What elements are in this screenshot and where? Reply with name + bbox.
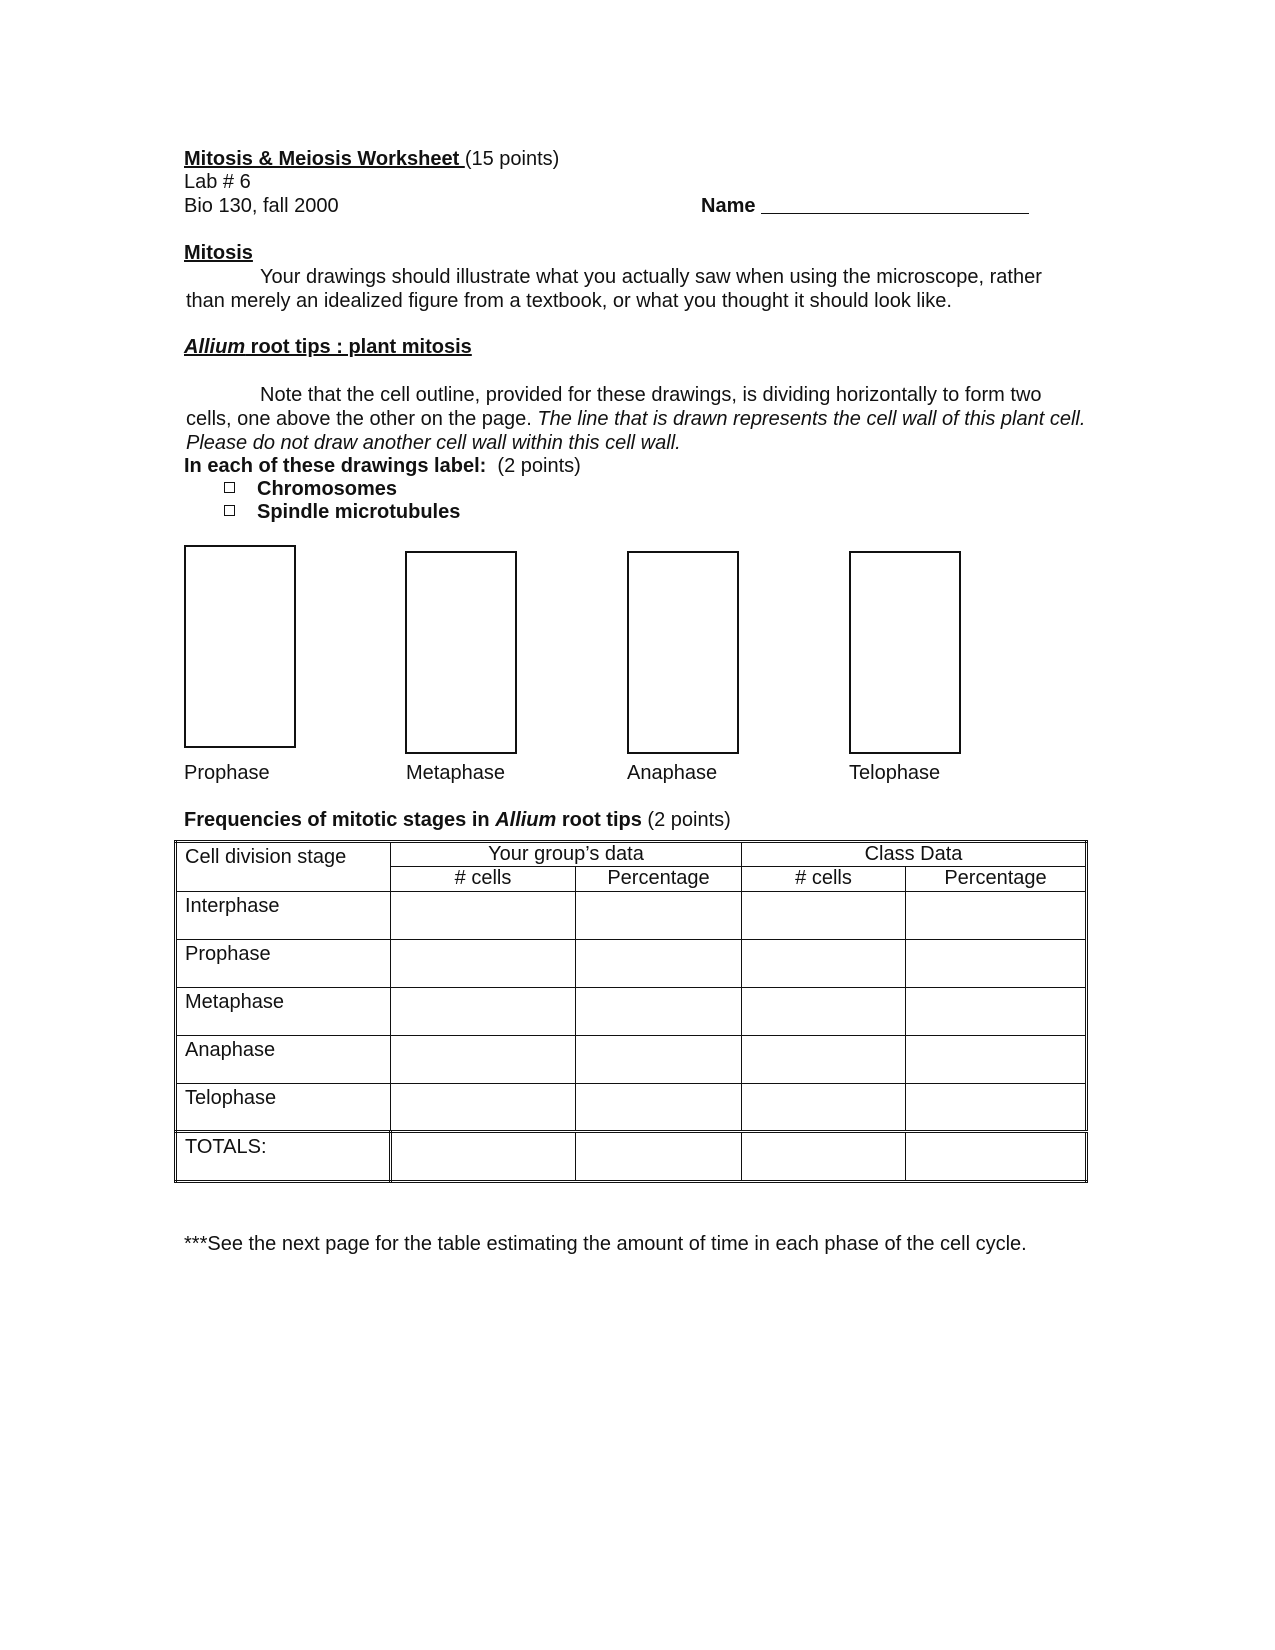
telophase-label: Telophase (849, 762, 941, 784)
allium-heading (184, 336, 472, 359)
input-cell[interactable] (742, 988, 906, 1036)
input-cell[interactable] (906, 1036, 1087, 1084)
header-group-data: Your group’s data (391, 842, 742, 867)
input-cell[interactable] (576, 892, 742, 940)
input-cell[interactable] (906, 1132, 1087, 1182)
input-cell[interactable] (742, 940, 906, 988)
mitosis-intro: Your drawings should illustrate what you actually saw when using the microscope, rather than merely an idealized figure from a textbook, or what you thought it should look like. (186, 266, 1042, 312)
checkbox-icon (224, 482, 235, 493)
name-field[interactable] (701, 195, 1029, 218)
frequency-table-title (184, 809, 731, 832)
input-cell[interactable] (742, 1036, 906, 1084)
table-row (176, 1036, 1087, 1084)
label-instruction (184, 455, 581, 478)
footer-note: ***See the next page for the table estimating the amount of time in each phase of the cell cycle. (184, 1233, 1027, 1255)
table-row (176, 892, 1087, 940)
frequency-table (174, 840, 1088, 1183)
mitosis-heading: Mitosis (184, 242, 253, 264)
anaphase-drawing-box[interactable] (627, 551, 739, 754)
input-cell[interactable] (576, 940, 742, 988)
subheader-class-percentage: Percentage (906, 867, 1087, 892)
input-cell[interactable] (906, 940, 1087, 988)
name-label: Name (701, 195, 756, 217)
input-cell[interactable] (391, 940, 576, 988)
subheader-class-cells: # cells (742, 867, 906, 892)
title-points: (15 points) (464, 148, 560, 170)
label-item-chromosomes (224, 478, 397, 501)
row-label-totals: TOTALS: (176, 1132, 391, 1182)
input-cell[interactable] (391, 988, 576, 1036)
input-cell[interactable] (391, 892, 576, 940)
title-text: Mitosis & Meiosis Worksheet (184, 148, 465, 170)
header-class-data: Class Data (742, 842, 1087, 867)
row-label-anaphase: Anaphase (176, 1036, 391, 1084)
row-label-interphase: Interphase (176, 892, 391, 940)
freq-title-part1: Frequencies of mitotic stages in (184, 809, 496, 831)
allium-heading-italic: Allium (184, 336, 246, 358)
course-info: Bio 130, fall 2000 (184, 195, 339, 217)
lab-number: Lab # 6 (184, 171, 251, 193)
row-label-prophase: Prophase (176, 940, 391, 988)
row-label-metaphase: Metaphase (176, 988, 391, 1036)
input-cell[interactable] (391, 1084, 576, 1132)
freq-title-points: (2 points) (647, 809, 731, 831)
input-cell[interactable] (742, 892, 906, 940)
metaphase-label: Metaphase (406, 762, 505, 784)
worksheet-title (184, 148, 559, 171)
input-cell[interactable] (906, 1084, 1087, 1132)
label-item-text: Spindle microtubules (257, 501, 461, 523)
input-cell[interactable] (742, 1084, 906, 1132)
table-row (176, 1084, 1087, 1132)
label-item-spindle (224, 501, 460, 524)
table-row-totals (176, 1132, 1087, 1182)
input-cell[interactable] (576, 1036, 742, 1084)
allium-heading-rest: root tips : plant mitosis (245, 336, 472, 358)
input-cell[interactable] (576, 1132, 742, 1182)
table-row (176, 940, 1087, 988)
input-cell[interactable] (576, 1084, 742, 1132)
prophase-label: Prophase (184, 762, 270, 784)
telophase-drawing-box[interactable] (849, 551, 961, 754)
label-item-text: Chromosomes (257, 478, 398, 500)
allium-note (186, 383, 1086, 455)
prophase-drawing-box[interactable] (184, 545, 296, 748)
header-cell-stage: Cell division stage (176, 842, 391, 892)
allium-note-plain: Note that the cell outline, provided for these drawings, is dividing horizontally to form two cells, one above the other on the page. (186, 384, 1042, 430)
anaphase-label: Anaphase (627, 762, 718, 784)
input-cell[interactable] (576, 988, 742, 1036)
name-blank-line[interactable] (761, 195, 1029, 214)
input-cell[interactable] (906, 988, 1087, 1036)
input-cell[interactable] (742, 1132, 906, 1182)
subheader-group-cells: # cells (391, 867, 576, 892)
label-instruction-points: (2 points) (497, 455, 581, 477)
table-row (176, 988, 1087, 1036)
checkbox-icon (224, 505, 235, 516)
subheader-group-percentage: Percentage (576, 867, 742, 892)
input-cell[interactable] (906, 892, 1087, 940)
row-label-telophase: Telophase (176, 1084, 391, 1132)
input-cell[interactable] (391, 1132, 576, 1182)
freq-title-part2: root tips (556, 809, 642, 831)
input-cell[interactable] (391, 1036, 576, 1084)
freq-title-italic: Allium (495, 809, 557, 831)
label-instruction-text: In each of these drawings label: (184, 455, 487, 477)
allium-note-italic: The line that is drawn represents the cell wall of this plant cell. Please do not draw another cell wall within this cell wall. (186, 408, 1086, 454)
metaphase-drawing-box[interactable] (405, 551, 517, 754)
